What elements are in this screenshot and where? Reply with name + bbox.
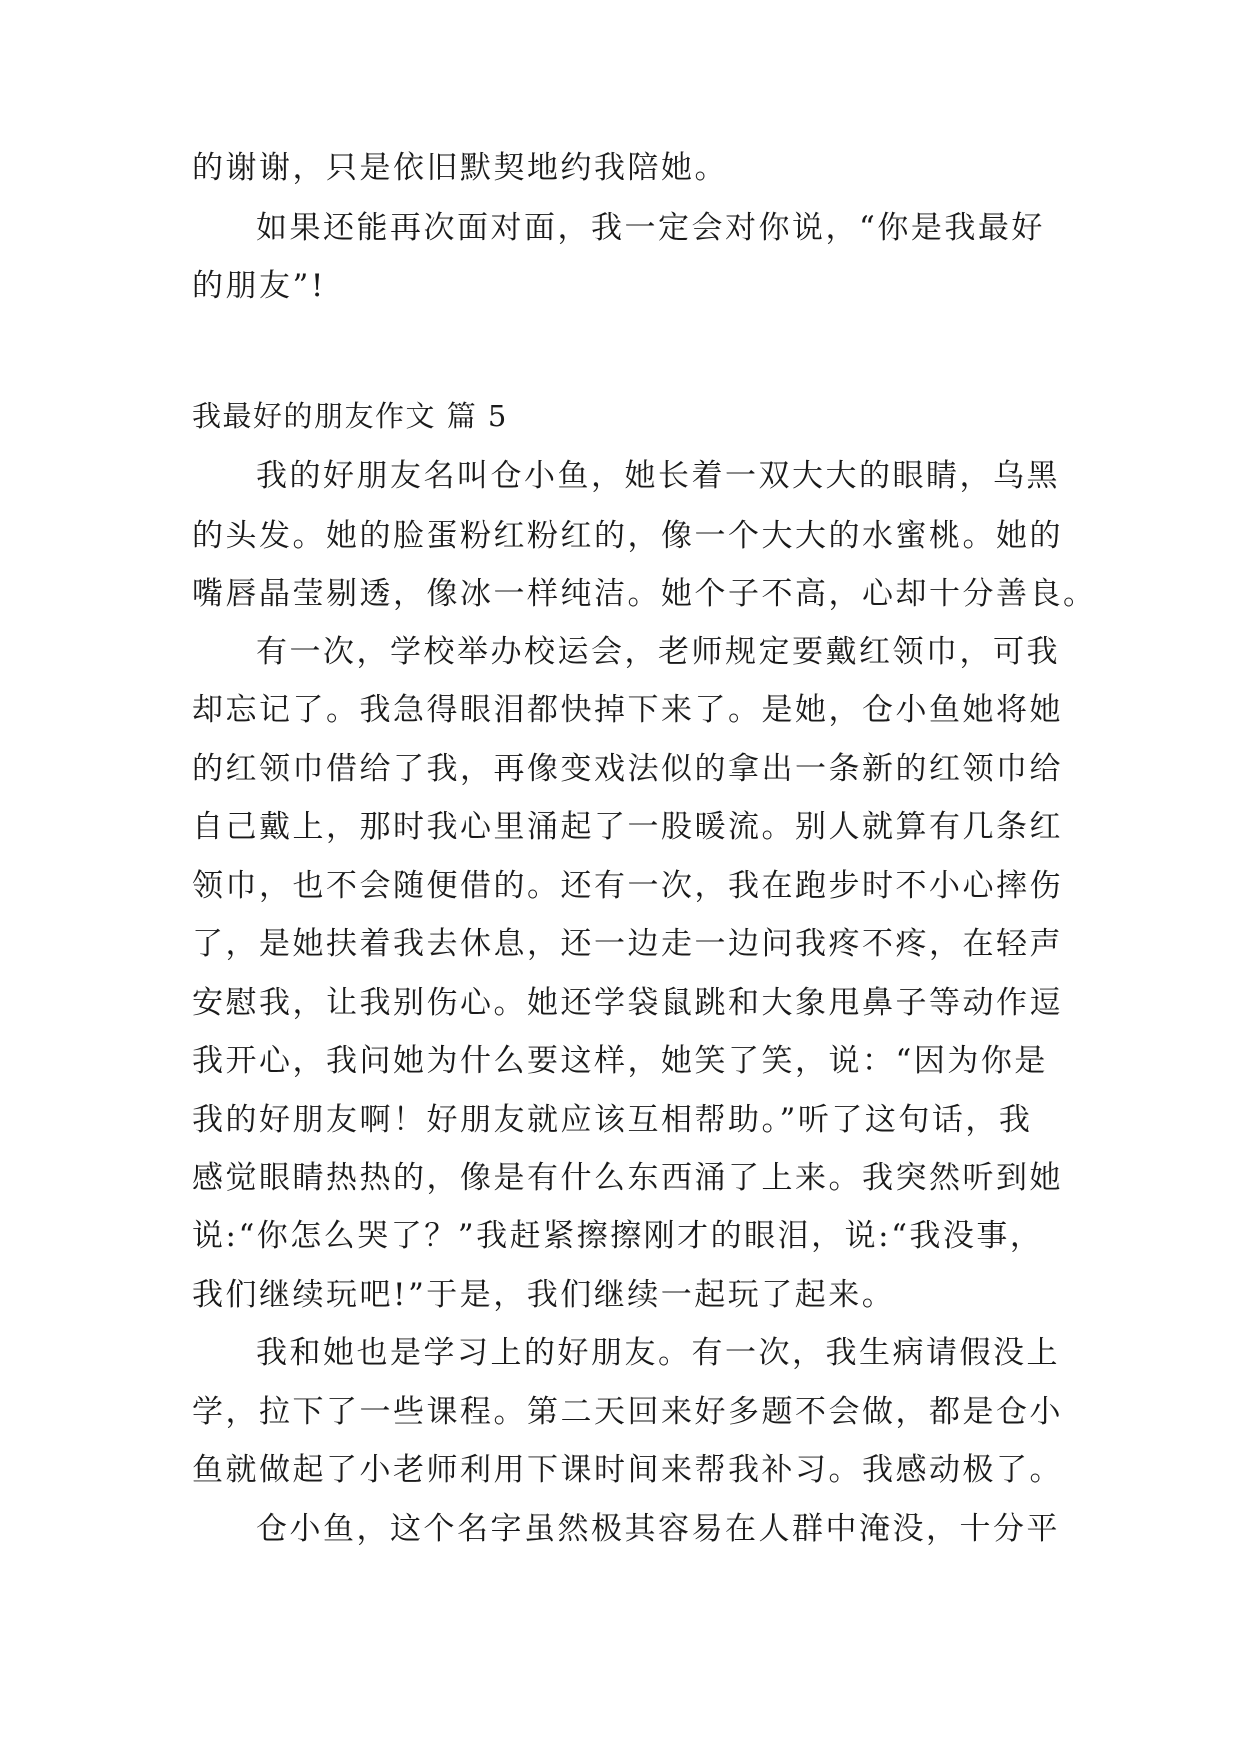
text-line: 我们继续玩吧!”于是，我们继续一起玩了起来。 — [192, 1277, 896, 1313]
section-heading: 我最好的朋友作文 篇 5 — [192, 399, 508, 433]
paragraph-start-line: 有一次，学校举办校运会，老师规定要戴红领巾，可我 — [256, 634, 1060, 670]
paragraph-start-line: 如果还能再次面对面，我一定会对你说，“你是我最好 — [256, 210, 1045, 246]
text-line: 我的好朋友啊！好朋友就应该互相帮助。”听了这句话，我 — [192, 1102, 1033, 1138]
text-line: 领巾，也不会随便借的。还有一次，我在跑步时不小心摔伤 — [192, 868, 1063, 904]
text-line: 了，是她扶着我去休息，还一边走一边问我疼不疼，在轻声 — [192, 926, 1063, 962]
text-line: 的头发。她的脸蛋粉红粉红的，像一个大大的水蜜桃。她的 — [192, 518, 1063, 554]
text-line: 学，拉下了一些课程。第二天回来好多题不会做，都是仓小 — [192, 1394, 1063, 1430]
text-line: 的红领巾借给了我，再像变戏法似的拿出一条新的红领巾给 — [192, 751, 1063, 787]
text-line: 我开心，我问她为什么要这样，她笑了笑，说：“因为你是 — [192, 1043, 1048, 1079]
text-line: 嘴唇晶莹剔透，像冰一样纯洁。她个子不高，心却十分善良。 — [192, 576, 1097, 612]
text-line: 自己戴上，那时我心里涌起了一股暖流。别人就算有几条红 — [192, 809, 1063, 845]
text-line: 却忘记了。我急得眼泪都快掉下来了。是她，仓小鱼她将她 — [192, 692, 1063, 728]
text-line: 感觉眼睛热热的，像是有什么东西涌了上来。我突然听到她 — [192, 1160, 1063, 1196]
paragraph-start-line: 我和她也是学习上的好朋友。有一次，我生病请假没上 — [256, 1335, 1060, 1371]
text-line: 安慰我，让我别伤心。她还学袋鼠跳和大象甩鼻子等动作逗 — [192, 985, 1063, 1021]
text-line: 的谢谢，只是依旧默契地约我陪她。 — [192, 150, 728, 186]
paragraph-start-line: 我的好朋友名叫仓小鱼，她长着一双大大的眼睛，乌黑 — [256, 458, 1060, 494]
text-line: 说:“你怎么哭了？”我赶紧擦擦刚才的眼泪，说:“我没事， — [192, 1218, 1044, 1254]
text-line: 鱼就做起了小老师利用下课时间来帮我补习。我感动极了。 — [192, 1452, 1063, 1488]
paragraph-start-line: 仓小鱼，这个名字虽然极其容易在人群中淹没，十分平 — [256, 1511, 1060, 1547]
text-line: 的朋友”! — [192, 268, 326, 304]
